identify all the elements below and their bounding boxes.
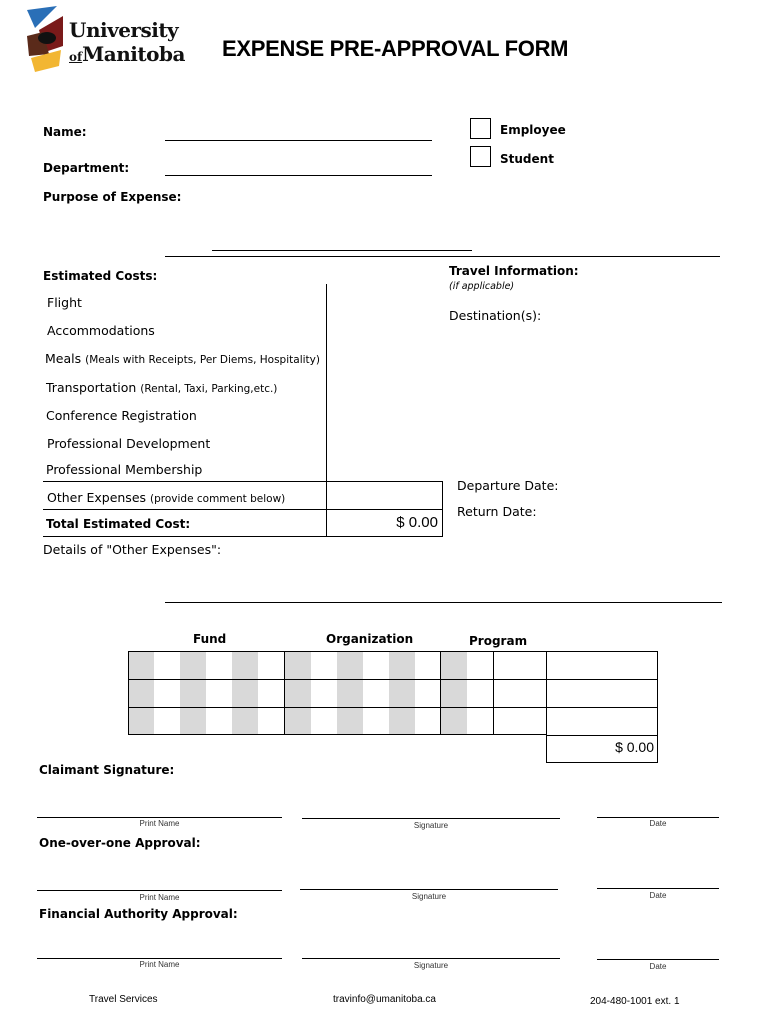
meals-cost-input[interactable]: [330, 348, 442, 370]
claimant-print-name-caption: Print Name: [139, 819, 180, 828]
travel-information-note: (if applicable): [449, 281, 515, 292]
department-label: Department:: [43, 161, 130, 175]
cost-row-line: [43, 536, 443, 537]
other-expenses-details-field[interactable]: [165, 588, 722, 603]
total-estimated-cost-value: $ 0.00: [396, 514, 438, 531]
destination-field[interactable]: [449, 326, 723, 470]
flight-cost-input[interactable]: [330, 292, 442, 314]
university-logo: [25, 6, 185, 78]
development-cost-input[interactable]: [330, 433, 442, 455]
cost-item-flight: Flight: [47, 295, 82, 310]
cost-item-professional-membership: Professional Membership: [46, 462, 203, 477]
financial-authority-signature-line: [302, 958, 560, 959]
one-over-one-print-name-line: [37, 890, 282, 891]
cost-item-other: Other Expenses (provide comment below): [47, 490, 286, 505]
cost-row-line: [43, 509, 443, 510]
footer-department: Travel Services: [89, 994, 158, 1005]
name-label: Name:: [43, 125, 87, 139]
cost-item-transportation: Transportation (Rental, Taxi, Parking,etc.): [46, 380, 278, 395]
claimant-signature-heading: Claimant Signature:: [39, 763, 175, 777]
section-divider: [165, 256, 720, 257]
footer-email[interactable]: travinfo@umanitoba.ca: [333, 994, 436, 1005]
bison-crest-icon: [25, 6, 65, 76]
employee-label: Employee: [500, 123, 566, 137]
one-over-one-date-caption: Date: [649, 891, 667, 900]
conference-cost-input[interactable]: [330, 405, 442, 427]
amount-input-1[interactable]: [549, 653, 659, 679]
claimant-signature-line: [302, 818, 560, 819]
financial-authority-signature-caption: Signature: [413, 961, 449, 970]
departure-date-label: Departure Date:: [457, 478, 559, 493]
financial-authority-print-name-line: [37, 958, 282, 959]
student-label: Student: [500, 152, 554, 166]
claimant-date-line: [597, 817, 719, 818]
departure-date-field[interactable]: [560, 476, 714, 496]
other-expenses-details-label: Details of "Other Expenses":: [43, 542, 222, 557]
financial-authority-print-name-caption: Print Name: [139, 960, 180, 969]
cost-column-divider: [326, 284, 327, 536]
accommodations-cost-input[interactable]: [330, 320, 442, 342]
financial-authority-date-line: [597, 959, 719, 960]
cost-item-accommodations: Accommodations: [47, 323, 155, 338]
claimant-signature-caption: Signature: [413, 821, 449, 830]
claimant-date-caption: Date: [649, 819, 667, 828]
footer-phone: 204-480-1001 ext. 1: [590, 996, 680, 1007]
total-estimated-cost-label: Total Estimated Cost:: [46, 517, 191, 531]
financial-authority-date-caption: Date: [649, 962, 667, 971]
funding-total-value: $ 0.00: [615, 739, 654, 755]
fund-code-input-1[interactable]: [130, 653, 286, 679]
name-field[interactable]: [165, 126, 432, 141]
transportation-cost-input[interactable]: [330, 377, 442, 399]
logo-text-of: of: [69, 50, 83, 64]
one-over-one-signature-caption: Signature: [411, 892, 447, 901]
one-over-one-date-line: [597, 888, 719, 889]
one-over-one-heading: One-over-one Approval:: [39, 836, 201, 850]
destination-label: Destination(s):: [449, 308, 542, 323]
department-field[interactable]: [165, 161, 432, 176]
travel-information-heading: Travel Information:: [449, 264, 579, 278]
purpose-field[interactable]: [212, 236, 472, 251]
return-date-field[interactable]: [560, 502, 714, 522]
cost-column-divider: [442, 481, 443, 536]
student-checkbox[interactable]: [470, 146, 491, 167]
program-header: Program: [469, 634, 528, 648]
cost-item-conference: Conference Registration: [46, 408, 197, 423]
financial-authority-heading: Financial Authority Approval:: [39, 907, 238, 921]
fund-code-input-3[interactable]: [130, 709, 286, 735]
fund-header: Fund: [193, 632, 227, 646]
organization-header: Organization: [326, 632, 414, 646]
amount-input-3[interactable]: [549, 709, 659, 735]
organization-block: [284, 651, 441, 735]
cost-item-meals: Meals (Meals with Receipts, Per Diems, Hospitality): [45, 351, 320, 366]
logo-text-university: University: [69, 18, 179, 42]
cost-row-line: [43, 481, 443, 482]
logo-text-manitoba: Manitoba: [82, 42, 185, 66]
employee-checkbox[interactable]: [470, 118, 491, 139]
cost-item-professional-development: Professional Development: [47, 436, 211, 451]
purpose-label: Purpose of Expense:: [43, 190, 182, 204]
amount-input-2[interactable]: [549, 681, 659, 707]
fund-code-input-2[interactable]: [130, 681, 286, 707]
membership-cost-input[interactable]: [330, 459, 442, 481]
estimated-costs-heading: Estimated Costs:: [43, 269, 158, 283]
claimant-print-name-line: [37, 817, 282, 818]
other-cost-input[interactable]: [330, 486, 442, 508]
return-date-label: Return Date:: [457, 504, 537, 519]
one-over-one-signature-line: [300, 889, 558, 890]
form-title: EXPENSE PRE-APPROVAL FORM: [222, 36, 569, 61]
one-over-one-print-name-caption: Print Name: [139, 893, 180, 902]
